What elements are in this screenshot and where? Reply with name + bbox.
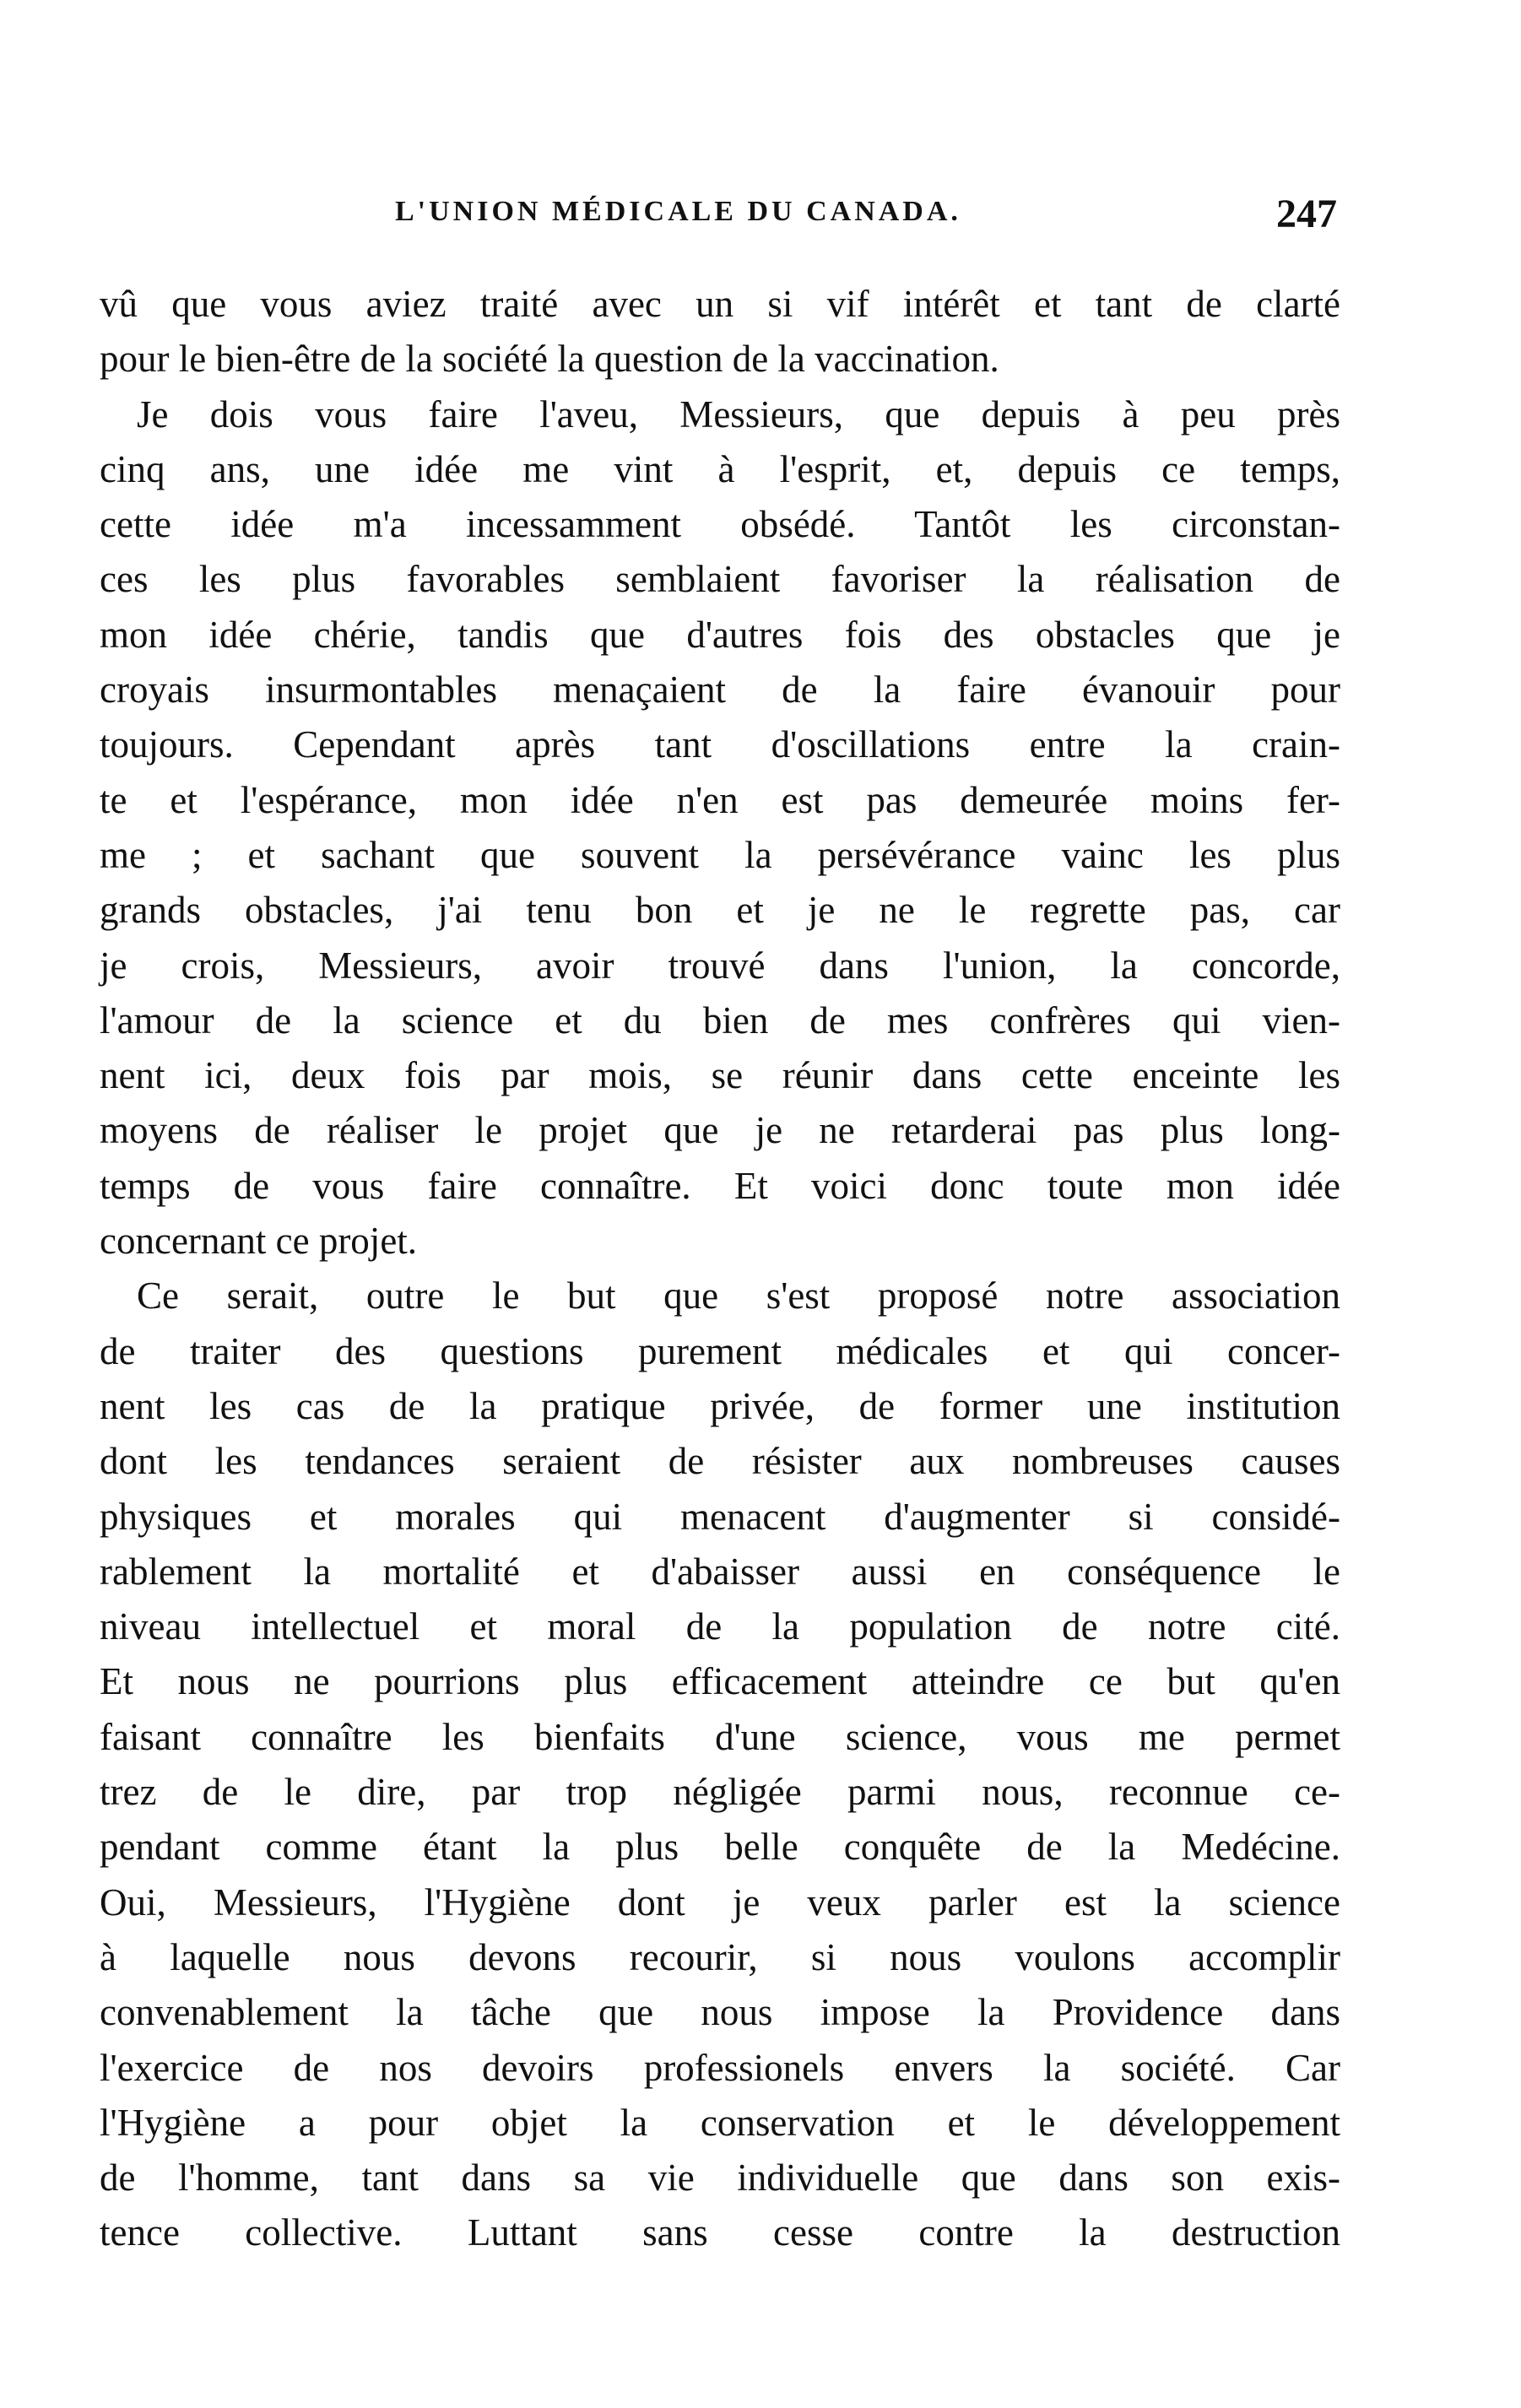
text-line: convenablement la tâche que nous impose la Providence dans [100,1991,1340,2034]
running-head [0,192,1521,246]
text-line: l'Hygiène a pour objet la conservation et le développement [100,2101,1340,2144]
text-line: te et l'espérance, mon idée n'en est pas demeurée moins fer- [100,778,1340,821]
text-line: temps de vous faire connaître. Et voici donc toute mon idée [100,1164,1340,1207]
text-line: l'exercice de nos devoirs professionels envers la société. Car [100,2046,1340,2089]
text-line: vû que vous aviez traité avec un si vif intérêt et tant de clarté [100,283,1340,325]
text-line: de l'homme, tant dans sa vie individuelle que dans son exis- [100,2156,1340,2200]
text-line: Et nous ne pourrions plus efficacement atteindre ce but qu'en [100,1660,1340,1703]
text-line: tence collective. Luttant sans cesse contre la destruction [100,2211,1340,2254]
text-line: pendant comme étant la plus belle conquête de la Medécine. [100,1826,1340,1869]
text-line: trez de le dire, par trop négligée parmi nous, reconnue ce- [100,1771,1340,1814]
text-line: nent ici, deux fois par mois, se réunir dans cette enceinte les [100,1054,1340,1097]
text-line: moyens de réaliser le projet que je ne retarderai pas plus long- [100,1109,1340,1152]
text-line: rablement la mortalité et d'abaisser aussi en conséquence le [100,1550,1340,1593]
text-line: l'amour de la science et du bien de mes confrères qui vien- [100,998,1340,1042]
text-line: toujours. Cependant après tant d'oscillations entre la crain- [100,723,1340,766]
text-line: Oui, Messieurs, l'Hygiène dont je veux parler est la science [100,1880,1340,1924]
text-line: cette idée m'a incessamment obsédé. Tantôt les circonstan- [100,503,1340,546]
text-line: me ; et sachant que souvent la persévérance vainc les plus [100,833,1340,876]
body-text [100,277,1340,2261]
text-line: croyais insurmontables menaçaient de la faire évanouir pour [100,668,1340,712]
text-line: niveau intellectuel et moral de la population de notre cité. [100,1605,1340,1648]
text-line: faisant connaître les bienfaits d'une science, vous me permet [100,1715,1340,1758]
page-number: 247 [1276,192,1337,236]
text-line: dont les tendances seraient de résister aux nombreuses causes [100,1440,1340,1483]
text-line: ces les plus favorables semblaient favoriser la réalisation de [100,558,1340,601]
text-line: mon idée chérie, tandis que d'autres fois des obstacles que je [100,613,1340,656]
text-line: à laquelle nous devons recourir, si nous voulons accomplir [100,1935,1340,1978]
text-line: grands obstacles, j'ai tenu bon et je ne le regrette pas, car [100,889,1340,932]
text-line: physiques et morales qui menacent d'augmenter si considé- [100,1495,1340,1538]
text-line: concernant ce projet. [100,1220,418,1263]
text-line: de traiter des questions purement médicales et qui concer- [100,1329,1340,1372]
text-line: pour le bien-être de la société la question de la vaccination. [100,338,999,381]
running-title: L'UNION MÉDICALE DU CANADA. [395,196,961,227]
text-line: Je dois vous faire l'aveu, Messieurs, que depuis à peu près [137,392,1340,436]
text-line: cinq ans, une idée me vint à l'esprit, et, depuis ce temps, [100,447,1340,490]
text-line: nent les cas de la pratique privée, de former une institution [100,1384,1340,1427]
text-line: Ce serait, outre le but que s'est proposé notre association [137,1274,1340,1318]
text-line: je crois, Messieurs, avoir trouvé dans l'union, la concorde, [100,944,1340,987]
